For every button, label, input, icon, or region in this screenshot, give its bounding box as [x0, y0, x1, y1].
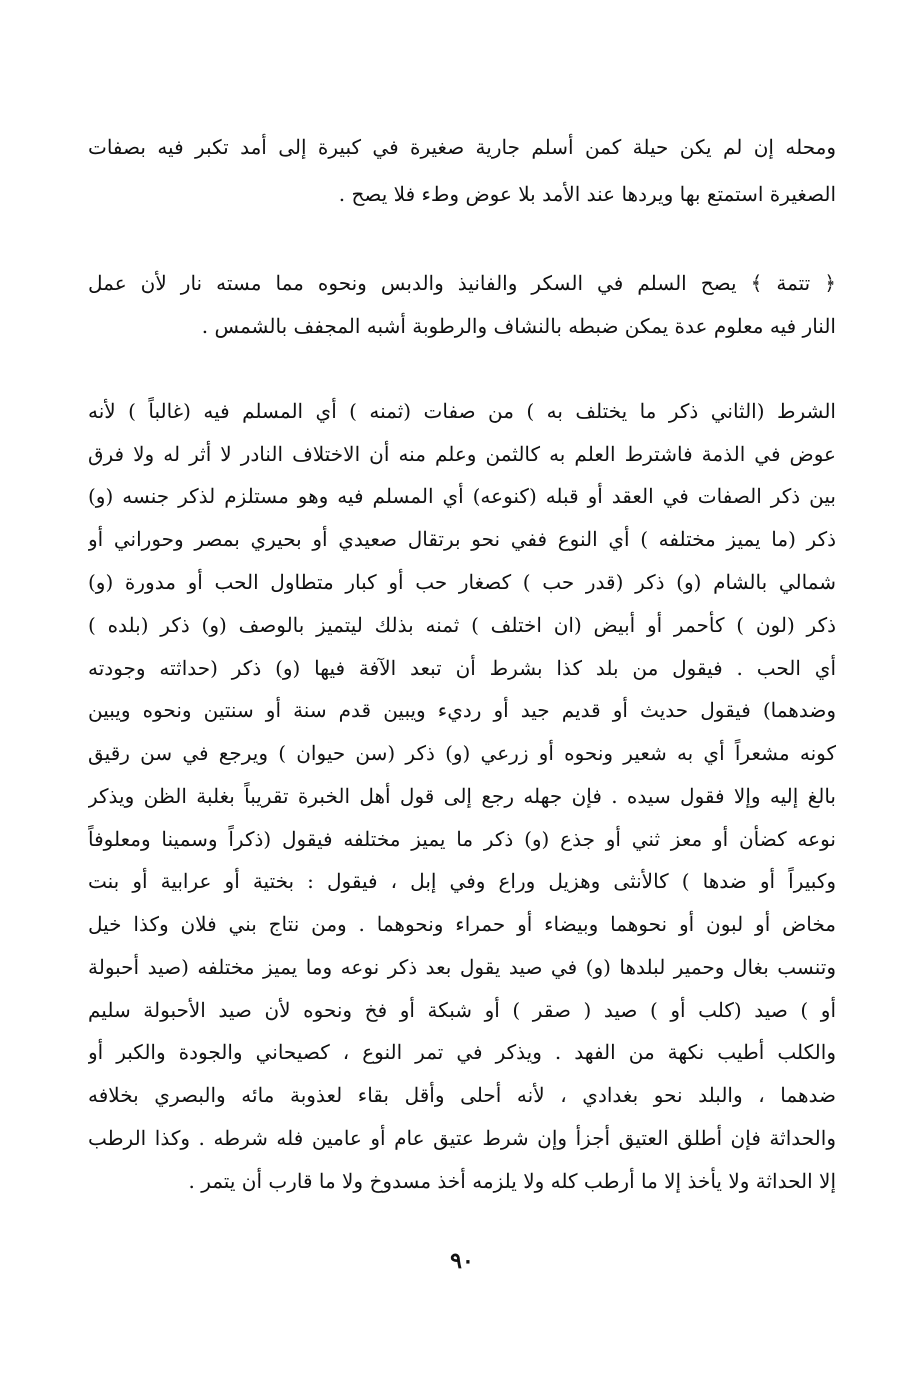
page-number: ٩٠ [450, 1248, 474, 1274]
text-line: عوض في الذمة فاشترط العلم به كالثمن وعلم منه أن الاختلاف النادر لا أثر له ولا فرق [88, 442, 836, 466]
text-line: ذكر (لون ) كأحمر أو أبيض (ان اختلف ) ثمنه بذلك ليتميز بالوصف (و) ذكر (بلده ) [88, 613, 836, 637]
text-line: أو ) صيد (كلب أو ) صيد ( صقر ) أو شبكة أو فخ ونحوه لأن صيد الأحبولة سليم [88, 998, 836, 1022]
text-line: أي الحب . فيقول من بلد كذا بشرط أن تبعد الآفة فيها (و) ذكر (حداثته وجودته [88, 656, 836, 680]
text-line: ذكر (ما يميز مختلفه ) أي النوع ففي نحو برتقال صعيدي أو بحيري بمصر وحوراني أو [88, 527, 836, 551]
text-line: نوعه كضأن أو معز ثني أو جذع (و) ذكر ما يميز مختلفه فيقول (ذكراً وسمينا ومعلوفاً [88, 827, 836, 851]
text-line: ﴿ تتمة ﴾ يصح السلم في السكر والفانيذ والدبس ونحوه مما مسته نار لأن عمل [88, 271, 836, 295]
text-line: كونه مشعراً أي به شعير ونحوه أو زرعي (و) ذكر (سن حيوان ) ويرجع في سن رقيق [88, 741, 836, 765]
text-line: الصغيرة استمتع بها ويردها عند الأمد بلا عوض وطء فلا يصح . [338, 182, 836, 206]
text-line: والكلب أطيب نكهة من الفهد . ويذكر في تمر النوع ، كصيحاني والجودة والكبر أو [88, 1040, 836, 1064]
text-line: ضدهما ، والبلد نحو بغدادي ، لأنه أحلى وأقل بقاء لعذوبة مائه والبصري بخلافه [88, 1083, 836, 1107]
text-line: الشرط (الثاني ذكر ما يختلف به ) من صفات (ثمنه ) أي المسلم فيه (غالباً ) لأنه [88, 399, 836, 423]
text-line: وضدهما) فيقول حديث أو قديم جيد أو رديء ويبين قدم سنة أو سنتين ونحوه ويبين [88, 698, 836, 722]
text-line: ومحله إن لم يكن حيلة كمن أسلم جارية صغيرة في كبيرة إلى أمد تكبر فيه بصفات [88, 135, 836, 159]
text-line: وكبيراً أو ضدها ) كالأنثى وهزيل وراع وفي إبل ، فيقول : بختية أو عرابية أو بنت [88, 869, 836, 893]
text-line: النار فيه معلوم عدة يمكن ضبطه بالنشاف والرطوبة أشبه المجفف بالشمس . [201, 314, 836, 338]
text-line: والحداثة فإن أطلق العتيق أجزأ وإن شرط عتيق عام أو عامين فله شرطه . وكذا الرطب [88, 1126, 836, 1150]
text-line: مخاض أو لبون أو نحوهما وبيضاء أو حمراء ونحوهما . ومن نتاج بني فلان وكذا خيل [88, 912, 836, 936]
text-line: بين ذكر الصفات في العقد أو قبله (كنوعه) أي المسلم فيه وهو مستلزم لذكر جنسه (و) [88, 484, 836, 508]
text-line: بالغ إليه وإلا فقول سيده . فإن جهله رجع إلى قول أهل الخبرة تقريباً بغلبة الظن ويذكر [88, 784, 836, 808]
text-line: شمالي بالشام (و) ذكر (قدر حب ) كصغار حب أو كبار متطاول الحب أو مدورة (و) [88, 570, 836, 594]
text-line: إلا الحداثة ولا يأخذ إلا ما أرطب كله ولا يلزمه أخذ مسدوخ ولا ما قارب أن يتمر . [188, 1169, 836, 1193]
text-line: وتنسب بغال وحمير لبلدها (و) في صيد يقول بعد ذكر نوعه وما يميز مختلفه (صيد أحبولة [88, 955, 836, 979]
